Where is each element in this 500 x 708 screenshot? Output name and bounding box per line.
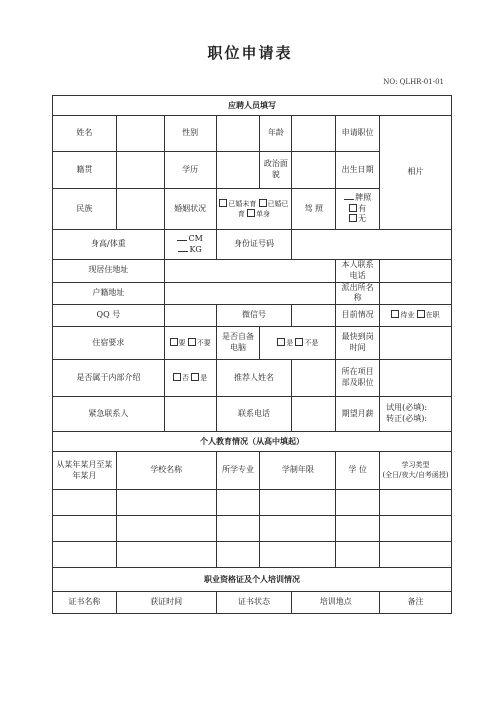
checkbox-icon[interactable] xyxy=(188,338,196,346)
expected-salary-field[interactable] xyxy=(380,397,452,432)
qq-label: QQ 号 xyxy=(53,305,165,327)
current-status-options[interactable]: 待业 在职 xyxy=(380,305,452,327)
police-station-label: 派出所名称 xyxy=(336,282,380,305)
checkbox-icon[interactable] xyxy=(349,204,357,212)
native-place-label: 籍贯 xyxy=(53,152,117,189)
internal-referral-options[interactable]: 否 是 xyxy=(164,360,216,397)
checkbox-icon[interactable] xyxy=(170,338,178,346)
cert-location-header: 培训地点 xyxy=(292,592,380,614)
household-address-field[interactable] xyxy=(164,282,336,305)
edu-study-type-header: 学习类型 (全日/夜大/自考函授) xyxy=(380,452,452,490)
checkbox-icon[interactable] xyxy=(391,310,399,318)
ethnicity-label: 民族 xyxy=(53,189,117,230)
political-status-field[interactable] xyxy=(292,152,336,189)
emergency-contact-field[interactable] xyxy=(164,397,216,432)
edu-period-header: 从某年某月至某年某月 xyxy=(53,452,117,490)
accommodation-label: 住宿要求 xyxy=(53,327,165,360)
id-number-field[interactable] xyxy=(292,230,452,260)
education-label: 学历 xyxy=(164,152,216,189)
age-label: 年龄 xyxy=(260,116,292,152)
own-computer-options[interactable]: 是 不是 xyxy=(260,327,336,360)
checkbox-icon[interactable] xyxy=(173,373,181,381)
height-weight-label: 身高/体重 xyxy=(53,230,165,260)
gender-label: 性别 xyxy=(164,116,216,152)
edu-degree-header: 学 位 xyxy=(336,452,380,490)
wechat-label: 微信号 xyxy=(216,305,292,327)
current-address-field[interactable] xyxy=(164,260,336,283)
native-place-field[interactable] xyxy=(116,152,164,189)
gender-field[interactable] xyxy=(216,116,260,152)
current-address-label: 现居住地址 xyxy=(53,260,165,283)
cert-date-header: 获证时间 xyxy=(116,592,216,614)
cert-name-header: 证书名称 xyxy=(53,592,117,614)
form-title: 职位申请表 xyxy=(207,44,293,62)
edu-major-header: 所学专业 xyxy=(216,452,260,490)
age-field[interactable] xyxy=(292,116,336,152)
referrer-name-label: 推荐人姓名 xyxy=(216,360,292,397)
emergency-contact-label: 紧急联系人 xyxy=(53,397,165,432)
referrer-name-field[interactable] xyxy=(292,360,336,397)
internal-referral-label: 是否属于内部介绍 xyxy=(53,360,165,397)
name-label: 姓名 xyxy=(53,116,117,152)
checkbox-icon[interactable] xyxy=(295,338,303,346)
checkbox-icon[interactable] xyxy=(417,310,425,318)
earliest-start-field[interactable] xyxy=(380,327,452,360)
birth-date-label: 出生日期 xyxy=(336,152,380,189)
own-computer-label: 是否自备电脑 xyxy=(216,327,260,360)
name-field[interactable] xyxy=(116,116,164,152)
section-applicant-title: 应聘人员填写 xyxy=(53,96,452,116)
photo-area[interactable]: 相片 xyxy=(380,116,452,230)
table-row xyxy=(53,490,452,516)
driving-license-label: 驾 照 xyxy=(292,189,336,230)
personal-phone-label: 本人联系电话 xyxy=(336,260,380,283)
contact-phone-label: 联系电话 xyxy=(216,397,292,432)
referrer-dept-field[interactable] xyxy=(380,360,452,397)
height-weight-field[interactable]: CM KG xyxy=(164,230,216,260)
personal-phone-field[interactable] xyxy=(380,260,452,283)
cert-notes-header: 备注 xyxy=(380,592,452,614)
driving-license-field[interactable]: 牌照 有 无 xyxy=(336,189,380,230)
table-row xyxy=(53,516,452,542)
document-number: NO: QLHR-01-01 xyxy=(383,78,444,86)
regular-salary: 转正(必填): xyxy=(386,414,428,424)
position-label: 申请职位 xyxy=(336,116,380,152)
id-number-label: 身份证号码 xyxy=(216,230,292,260)
political-status-label: 政治面貌 xyxy=(260,152,292,189)
checkbox-icon[interactable] xyxy=(277,338,285,346)
checkbox-icon[interactable] xyxy=(247,209,255,217)
checkbox-icon[interactable] xyxy=(191,373,199,381)
section-certificates-title: 职业资格证及个人培训情况 xyxy=(53,568,452,592)
marital-options[interactable]: 已婚未育 已婚已育 单身 xyxy=(216,189,292,230)
cert-status-header: 证书状态 xyxy=(216,592,292,614)
probation-salary: 试用(必填): xyxy=(386,403,428,413)
section-education-title: 个人教育情况（从高中填起） xyxy=(53,432,452,452)
checkbox-icon[interactable] xyxy=(219,199,227,207)
edu-school-header: 学校名称 xyxy=(116,452,216,490)
edu-duration-header: 学制年限 xyxy=(260,452,336,490)
table-row xyxy=(53,542,452,568)
application-form xyxy=(52,95,452,614)
expected-salary-label: 期望月薪 xyxy=(336,397,380,432)
accommodation-options[interactable]: 要 不要 xyxy=(164,327,216,360)
current-status-label: 目前情况 xyxy=(336,305,380,327)
ethnicity-field[interactable] xyxy=(116,189,164,230)
checkbox-icon[interactable] xyxy=(259,199,267,207)
wechat-field[interactable] xyxy=(292,305,336,327)
checkbox-icon[interactable] xyxy=(349,214,357,222)
education-field[interactable] xyxy=(216,152,260,189)
contact-phone-field[interactable] xyxy=(292,397,336,432)
referrer-dept-label: 所在项目部及职位 xyxy=(336,360,380,397)
household-address-label: 户籍地址 xyxy=(53,282,165,305)
police-station-field[interactable] xyxy=(380,282,452,305)
qq-field[interactable] xyxy=(164,305,216,327)
earliest-start-label: 最快到岗时间 xyxy=(336,327,380,360)
marital-status-label: 婚姻状况 xyxy=(164,189,216,230)
